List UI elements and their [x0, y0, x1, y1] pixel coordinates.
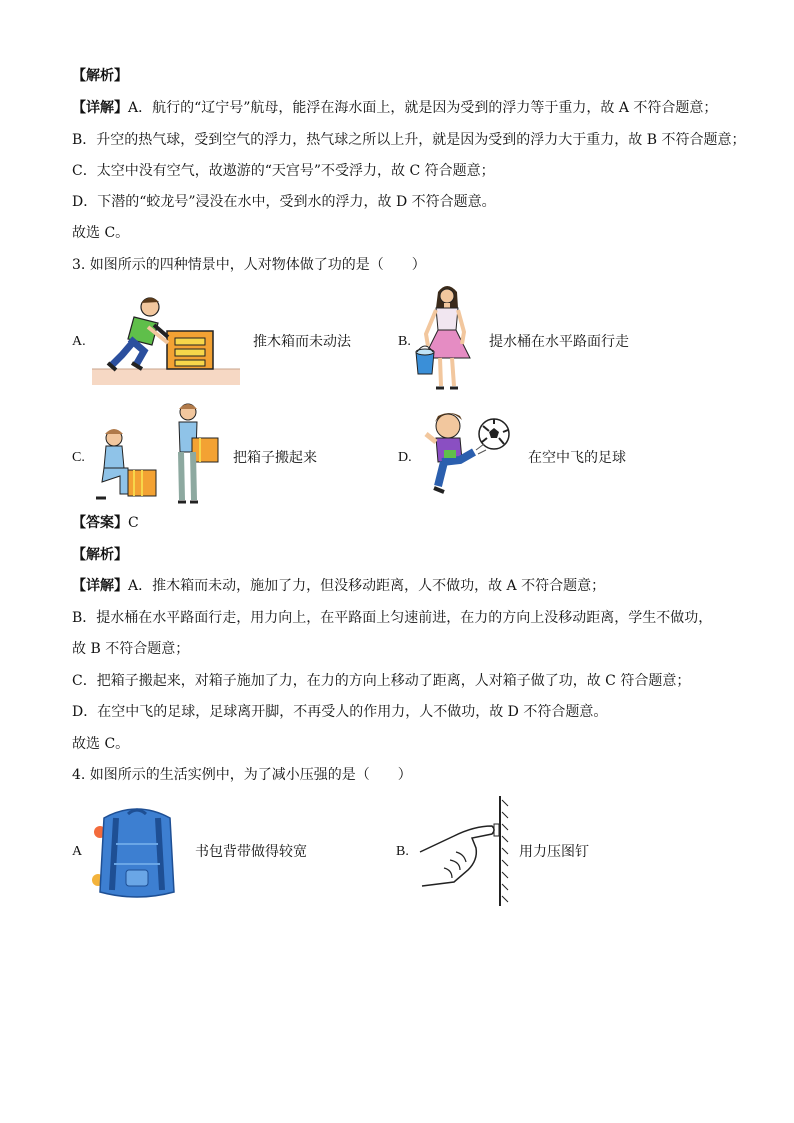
question-4-stem: 4. 如图所示的生活实例中，为了减小压强的是（ ）: [72, 767, 412, 783]
option-d-letter: D.: [398, 450, 412, 465]
detail-label: 【详解】: [72, 100, 128, 116]
question-3-stem: 3. 如图所示的四种情景中，人对物体做了功的是（ ）: [72, 257, 426, 273]
option-b-caption: 提水桶在水平路面行走: [489, 334, 629, 350]
thumb-pressing-pin-icon: [414, 796, 510, 906]
detail-line-d: D．下潜的“蛟龙号”浸没在水中，受到水的浮力，故 D 不符合题意。: [72, 194, 496, 210]
detail-line-c: C．太空中没有空气，故遨游的“天宫号”不受浮力，故 C 符合题意；: [72, 163, 495, 179]
q3-conclusion: 故选 C。: [72, 736, 130, 752]
answer-line: [72, 513, 139, 533]
q3-detail-line-d: D．在空中飞的足球，足球离开脚，不再受人的作用力，人不做功，故 D 不符合题意。: [72, 704, 608, 720]
answer-value: C: [128, 515, 139, 531]
detail-line-a: [72, 98, 717, 118]
q3-detail-line-b1: B．提水桶在水平路面行走，用力向上，在平路面上匀速前进，在力的方向上没移动距离，学生不做功，: [72, 610, 713, 626]
q4-option-a-letter: A: [72, 844, 83, 859]
option-c-letter: C.: [72, 450, 85, 465]
conclusion: 故选 C。: [72, 225, 130, 241]
detail-text-a: A．航行的“辽宁号”航母，能浮在海水面上，就是因为受到的浮力等于重力，故 A 不符合题意；: [128, 100, 718, 116]
q3-detail-line-c: C．把箱子搬起来，对箱子施加了力，在力的方向上移动了距离，人对箱子做了功，故 C 符合题意；: [72, 673, 691, 689]
backpack-icon: [90, 804, 184, 902]
option-a-caption: 推木箱而未动法: [253, 334, 351, 350]
q4-option-b-letter: B.: [396, 844, 409, 859]
q3-detail-text-a: A．推木箱而未动，施加了力，但没移动距离，人不做功，故 A 不符合题意；: [128, 578, 606, 594]
q3-detail-line-a: [72, 576, 605, 596]
option-d-caption: 在空中飞的足球: [528, 450, 626, 466]
q3-detail-line-b2: 故 B 不符合题意；: [72, 641, 190, 657]
q3-detail-label: 【详解】: [72, 578, 128, 594]
option-c-caption: 把箱子搬起来: [233, 450, 317, 466]
analysis-heading: 【解析】: [72, 68, 128, 84]
option-b-letter: B.: [398, 334, 411, 349]
option-a-letter: A.: [72, 334, 86, 349]
q3-analysis-heading: 【解析】: [72, 547, 128, 563]
people-lifting-box-image: [92, 402, 222, 506]
answer-label: 【答案】: [72, 515, 128, 531]
q4-option-b-caption: 用力压图钉: [519, 844, 589, 860]
detail-line-b: B．升空的热气球，受到空气的浮力，热气球之所以上升，就是因为受到的浮力大于重力，故 B 不符合题意；: [72, 132, 746, 148]
woman-with-bucket-image: [414, 282, 480, 394]
boy-kicking-soccer-ball-image: [420, 404, 516, 500]
person-pushing-box-image: [92, 293, 240, 385]
q4-option-a-caption: 书包背带做得较宽: [195, 844, 307, 860]
